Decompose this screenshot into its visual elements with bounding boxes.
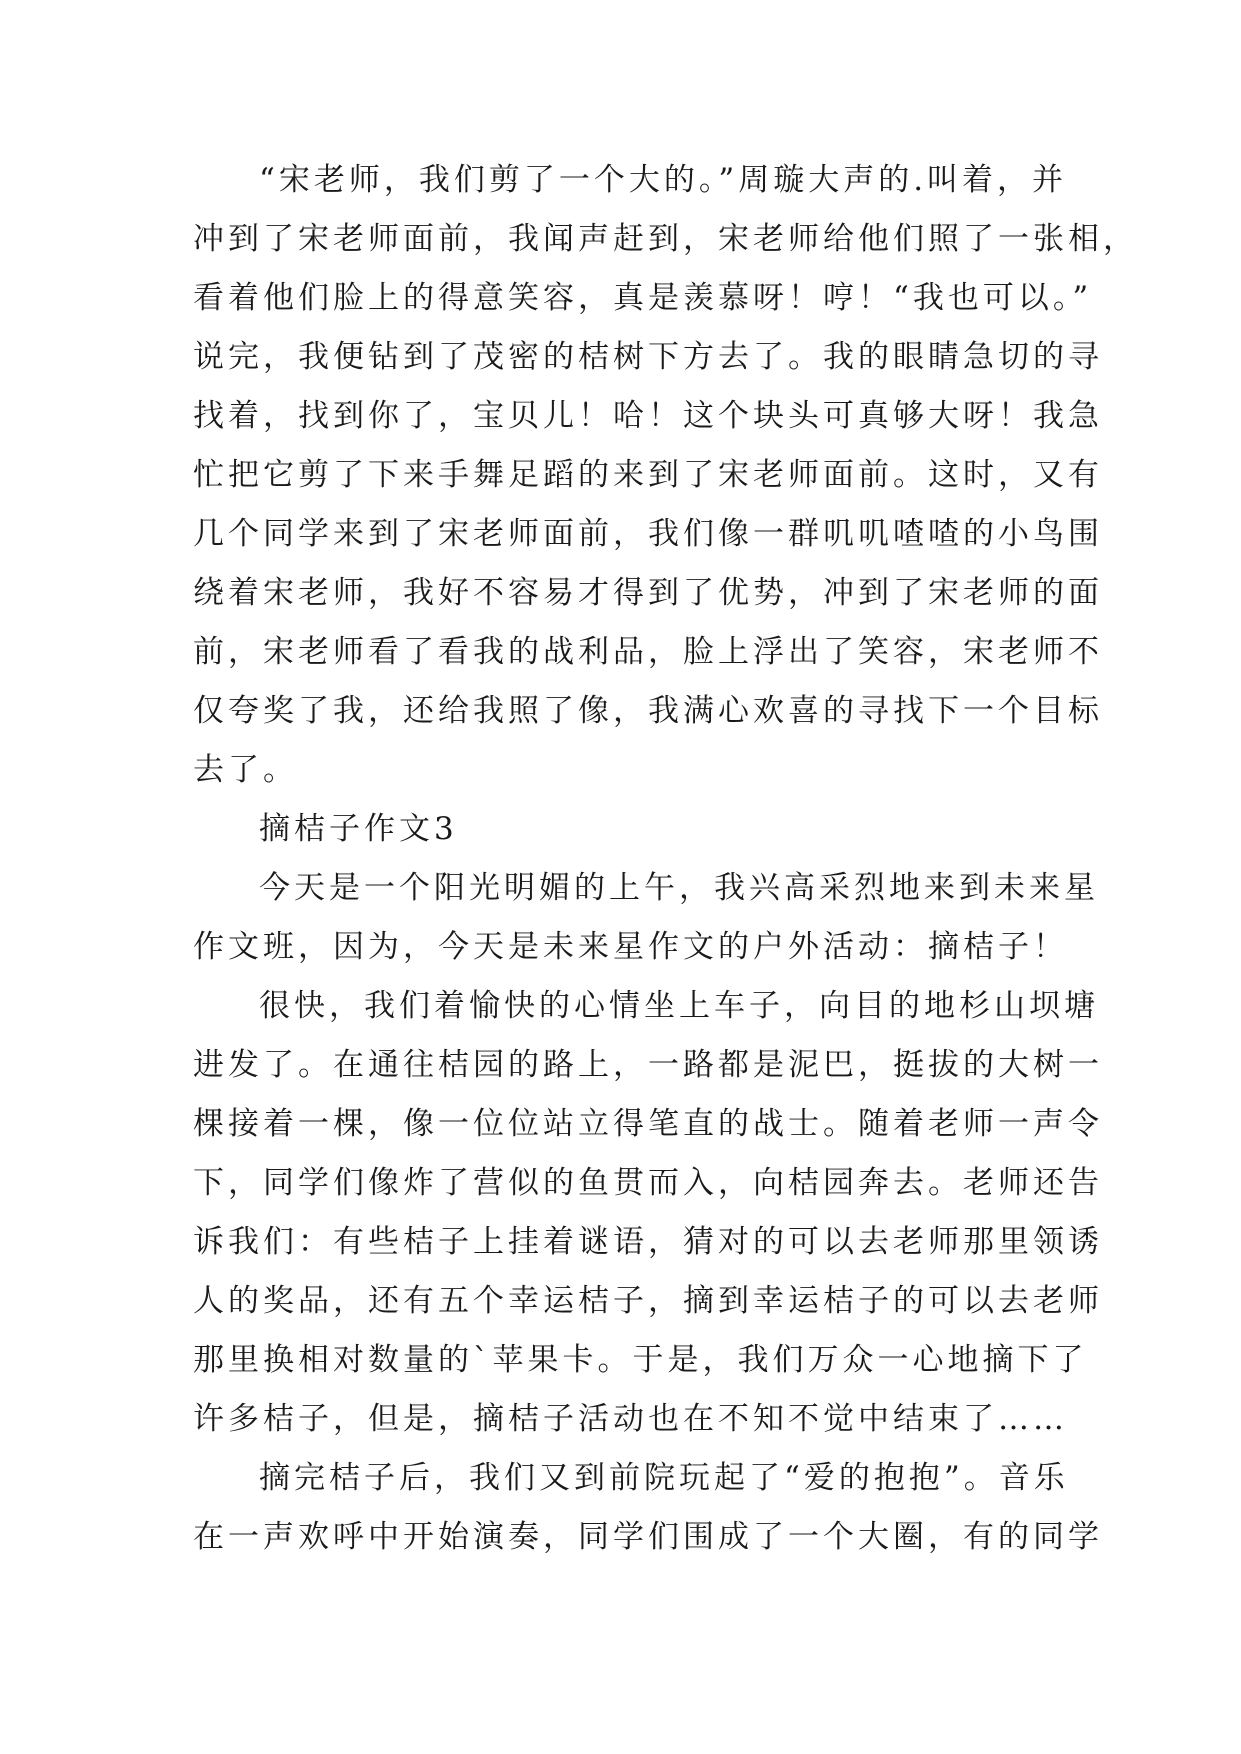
paragraph-line: 说完，我便钻到了茂密的桔树下方去了。我的眼睛急切的寻	[193, 339, 1103, 375]
paragraph-line: 找着，找到你了，宝贝儿！哈！这个块头可真够大呀！我急	[193, 398, 1103, 434]
paragraph-line: 今天是一个阳光明媚的上午，我兴高采烈地来到未来星	[259, 870, 1099, 906]
paragraph-line: 许多桔子，但是，摘桔子活动也在不知不觉中结束了……	[193, 1401, 1068, 1437]
paragraph-line: 很快，我们着愉快的心情坐上车子，向目的地杉山坝塘	[259, 988, 1099, 1024]
paragraph-line: 前，宋老师看了看我的战利品，脸上浮出了笑容，宋老师不	[193, 634, 1103, 670]
paragraph-line: “宋老师，我们剪了一个大的。”周璇大声的.叫着，并	[259, 162, 1068, 198]
paragraph-line: 棵接着一棵，像一位位站立得笔直的战士。随着老师一声令	[193, 1106, 1103, 1142]
paragraph-line: 冲到了宋老师面前，我闻声赶到，宋老师给他们照了一张相，	[193, 221, 1138, 257]
paragraph-line: 作文班，因为，今天是未来星作文的户外活动：摘桔子！	[193, 929, 1068, 965]
paragraph-line: 去了。	[193, 752, 298, 788]
paragraph-line: 仅夸奖了我，还给我照了像，我满心欢喜的寻找下一个目标	[193, 693, 1103, 729]
paragraph-line: 忙把它剪了下来手舞足蹈的来到了宋老师面前。这时，又有	[193, 457, 1103, 493]
paragraph-line: 进发了。在通往桔园的路上，一路都是泥巴，挺拔的大树一	[193, 1047, 1103, 1083]
paragraph-line: 几个同学来到了宋老师面前，我们像一群叽叽喳喳的小鸟围	[193, 516, 1103, 552]
paragraph-line: 在一声欢呼中开始演奏，同学们围成了一个大圈，有的同学	[193, 1519, 1103, 1555]
paragraph-line: 那里换相对数量的`苹果卡。于是，我们万众一心地摘下了	[193, 1342, 1088, 1378]
paragraph-line: 看着他们脸上的得意笑容，真是羡慕呀！哼！“我也可以。”	[193, 280, 1093, 316]
paragraph-line: 下，同学们像炸了营似的鱼贯而入，向桔园奔去。老师还告	[193, 1165, 1103, 1201]
paragraph-line: 摘完桔子后，我们又到前院玩起了“爱的抱抱”。音乐	[259, 1460, 1069, 1496]
section-heading: 摘桔子作文3	[259, 811, 458, 847]
paragraph-line: 绕着宋老师，我好不容易才得到了优势，冲到了宋老师的面	[193, 575, 1103, 611]
paragraph-line: 诉我们：有些桔子上挂着谜语，猜对的可以去老师那里领诱	[193, 1224, 1103, 1260]
paragraph-line: 人的奖品，还有五个幸运桔子，摘到幸运桔子的可以去老师	[193, 1283, 1103, 1319]
